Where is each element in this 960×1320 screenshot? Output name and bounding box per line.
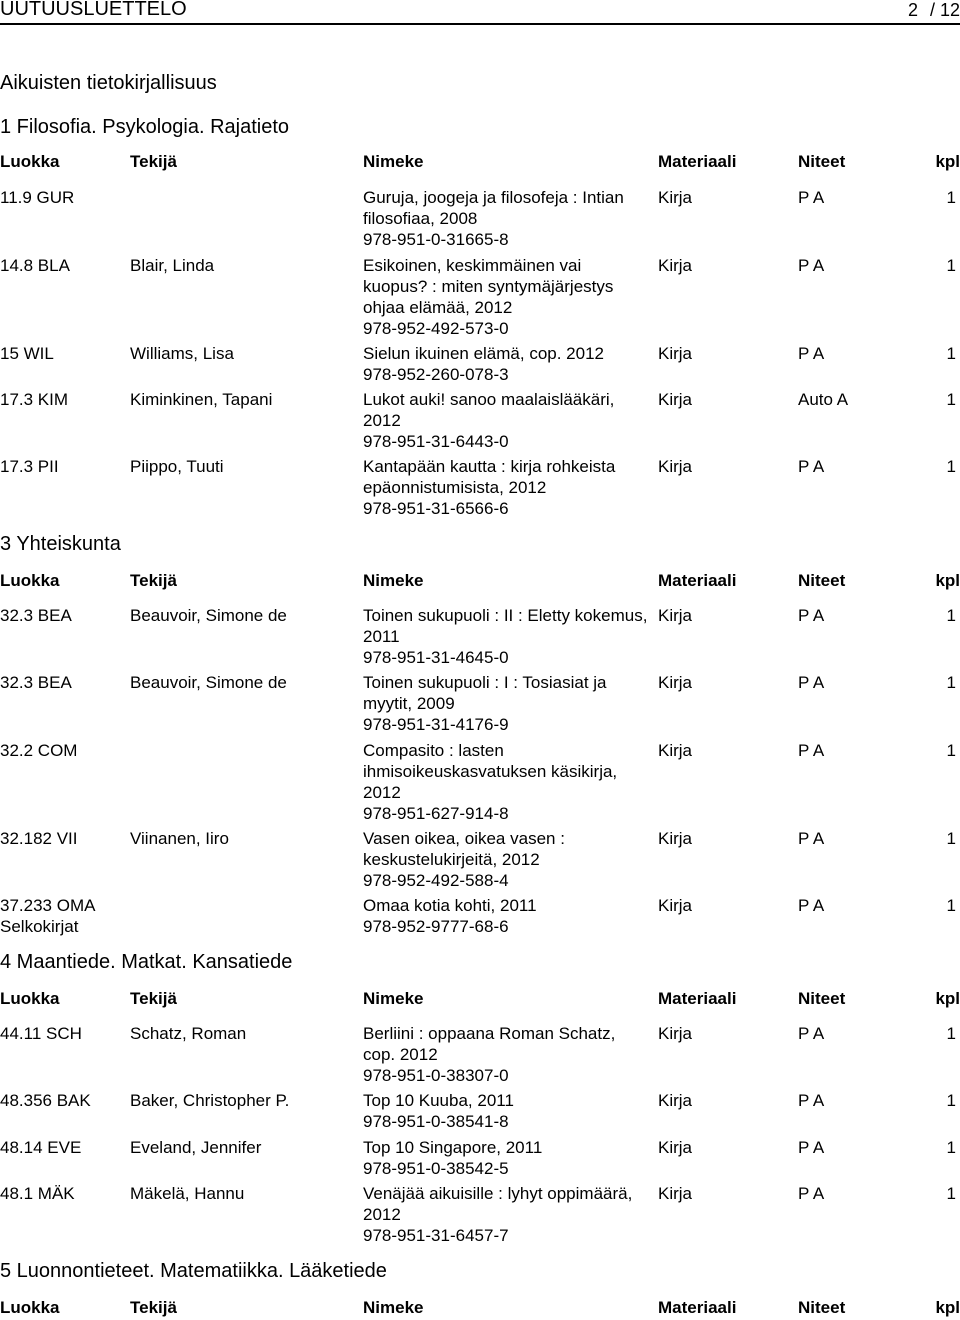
row-title: Lukot auki! sanoo maalaislääkäri, 2012 bbox=[363, 390, 615, 430]
row-isbn: 978-951-627-914-8 bbox=[363, 804, 509, 823]
row-tekija: Beauvoir, Simone de bbox=[130, 606, 287, 625]
row-nimeke bbox=[363, 1183, 648, 1246]
column-header-kpl: kpl bbox=[935, 571, 960, 590]
row-nimeke bbox=[363, 343, 648, 385]
column-header-kpl: kpl bbox=[935, 152, 960, 171]
section-heading: 5 Luonnontieteet. Matematiikka. Lääketiede bbox=[0, 1260, 387, 1282]
row-tekija: Eveland, Jennifer bbox=[130, 1138, 262, 1157]
row-nimeke bbox=[363, 456, 648, 519]
row-title: Kantapään kautta : kirja rohkeista epäonnistumisista, 2012 bbox=[363, 457, 616, 497]
column-header-materiaali: Materiaali bbox=[658, 989, 737, 1008]
row-tekija: Kiminkinen, Tapani bbox=[130, 390, 273, 409]
row-kpl: 1 bbox=[946, 188, 956, 207]
row-isbn: 978-952-492-588-4 bbox=[363, 871, 509, 890]
row-isbn: 978-951-31-6457-7 bbox=[363, 1226, 509, 1245]
row-nimeke bbox=[363, 187, 648, 250]
row-title: Guruja, joogeja ja filosofeja : Intian filosofiaa, 2008 bbox=[363, 188, 624, 228]
row-materiaali: Kirja bbox=[658, 344, 693, 363]
row-luokka: 17.3 KIM bbox=[0, 390, 69, 409]
row-niteet: P A bbox=[798, 1138, 825, 1157]
row-niteet: P A bbox=[798, 344, 825, 363]
column-header-tekija: Tekijä bbox=[130, 571, 177, 590]
row-kpl: 1 bbox=[946, 606, 956, 625]
row-title: Berliini : oppaana Roman Schatz, cop. 2012 bbox=[363, 1024, 616, 1064]
row-isbn: 978-951-31-4645-0 bbox=[363, 648, 509, 667]
row-materiaali: Kirja bbox=[658, 829, 693, 848]
row-materiaali: Kirja bbox=[658, 1184, 693, 1203]
column-header-luokka: Luokka bbox=[0, 989, 60, 1008]
row-kpl: 1 bbox=[946, 390, 956, 409]
document-title: UUTUUSLUETTELO bbox=[0, 0, 187, 20]
row-title: Compasito : lasten ihmisoikeuskasvatuksen käsikirja, 2012 bbox=[363, 741, 618, 802]
row-materiaali: Kirja bbox=[658, 741, 693, 760]
row-luokka: 15 WIL bbox=[0, 344, 54, 363]
column-header-nimeke: Nimeke bbox=[363, 571, 424, 590]
row-kpl: 1 bbox=[946, 1024, 956, 1043]
row-nimeke bbox=[363, 895, 648, 937]
column-header-nimeke: Nimeke bbox=[363, 989, 424, 1008]
row-isbn: 978-951-0-31665-8 bbox=[363, 230, 509, 249]
column-header-tekija: Tekijä bbox=[130, 1298, 177, 1317]
row-nimeke bbox=[363, 1090, 648, 1132]
row-niteet: P A bbox=[798, 256, 825, 275]
row-isbn: 978-951-31-6566-6 bbox=[363, 499, 509, 518]
column-header-niteet: Niteet bbox=[798, 152, 846, 171]
row-nimeke bbox=[363, 828, 648, 891]
row-niteet: P A bbox=[798, 1184, 825, 1203]
row-kpl: 1 bbox=[946, 741, 956, 760]
row-kpl: 1 bbox=[946, 1184, 956, 1203]
row-luokka: 32.3 BEA bbox=[0, 606, 72, 625]
row-isbn: 978-951-0-38541-8 bbox=[363, 1112, 509, 1131]
row-niteet: P A bbox=[798, 457, 825, 476]
column-header-nimeke: Nimeke bbox=[363, 1298, 424, 1317]
column-header-kpl: kpl bbox=[935, 989, 960, 1008]
column-header-niteet: Niteet bbox=[798, 571, 846, 590]
row-isbn: 978-951-31-4176-9 bbox=[363, 715, 509, 734]
row-title: Sielun ikuinen elämä, cop. 2012 bbox=[363, 344, 604, 363]
row-luokka: 32.2 COM bbox=[0, 741, 78, 760]
section-heading: 1 Filosofia. Psykologia. Rajatieto bbox=[0, 116, 290, 138]
row-luokka: 32.3 BEA bbox=[0, 673, 72, 692]
row-tekija: Beauvoir, Simone de bbox=[130, 673, 287, 692]
row-niteet: Auto A bbox=[798, 390, 849, 409]
row-nimeke bbox=[363, 740, 648, 824]
page-header bbox=[0, 0, 960, 22]
row-luokka: 44.11 SCH bbox=[0, 1024, 82, 1043]
row-materiaali: Kirja bbox=[658, 606, 693, 625]
row-materiaali: Kirja bbox=[658, 896, 693, 915]
column-header-kpl: kpl bbox=[935, 1298, 960, 1317]
column-header-niteet: Niteet bbox=[798, 1298, 846, 1317]
row-tekija: Blair, Linda bbox=[130, 256, 215, 275]
row-title: Esikoinen, keskimmäinen vai kuopus? : miten syntymäjärjestys ohjaa elämää, 2012 bbox=[363, 256, 614, 317]
row-kpl: 1 bbox=[946, 896, 956, 915]
row-nimeke bbox=[363, 1137, 648, 1179]
column-header-materiaali: Materiaali bbox=[658, 571, 737, 590]
row-materiaali: Kirja bbox=[658, 673, 693, 692]
row-luokka: 48.356 BAK bbox=[0, 1091, 91, 1110]
row-materiaali: Kirja bbox=[658, 1138, 693, 1157]
row-isbn: 978-952-492-573-0 bbox=[363, 319, 509, 338]
row-luokka: 11.9 GUR bbox=[0, 188, 75, 207]
column-header-luokka: Luokka bbox=[0, 571, 60, 590]
row-title: Vasen oikea, oikea vasen : keskustelukirjeitä, 2012 bbox=[363, 829, 565, 869]
header-rule bbox=[0, 23, 960, 25]
row-isbn: 978-951-0-38542-5 bbox=[363, 1159, 509, 1178]
row-nimeke bbox=[363, 389, 648, 452]
row-title: Top 10 Kuuba, 2011 bbox=[363, 1091, 514, 1110]
row-luokka: 17.3 PII bbox=[0, 457, 59, 476]
page-number: 2 bbox=[907, 0, 918, 20]
row-niteet: P A bbox=[798, 673, 825, 692]
row-materiaali: Kirja bbox=[658, 188, 693, 207]
column-header-tekija: Tekijä bbox=[130, 989, 177, 1008]
row-niteet: P A bbox=[798, 829, 825, 848]
row-niteet: P A bbox=[798, 741, 825, 760]
row-luokka: 48.14 EVE bbox=[0, 1138, 82, 1157]
row-nimeke bbox=[363, 605, 648, 668]
column-header-materiaali: Materiaali bbox=[658, 152, 737, 171]
row-tekija: Mäkelä, Hannu bbox=[130, 1184, 245, 1203]
row-kpl: 1 bbox=[946, 1091, 956, 1110]
row-tekija: Viinanen, Iiro bbox=[130, 829, 229, 848]
row-tekija: Schatz, Roman bbox=[130, 1024, 247, 1043]
row-materiaali: Kirja bbox=[658, 256, 693, 275]
row-tekija: Williams, Lisa bbox=[130, 344, 234, 363]
row-niteet: P A bbox=[798, 606, 825, 625]
row-title: Top 10 Singapore, 2011 bbox=[363, 1138, 543, 1157]
column-header-tekija: Tekijä bbox=[130, 152, 177, 171]
row-kpl: 1 bbox=[946, 829, 956, 848]
row-isbn: 978-951-0-38307-0 bbox=[363, 1066, 509, 1085]
row-isbn: 978-951-31-6443-0 bbox=[363, 432, 509, 451]
row-luokka: 32.182 VII bbox=[0, 829, 78, 848]
column-header-nimeke: Nimeke bbox=[363, 152, 424, 171]
row-niteet: P A bbox=[798, 896, 825, 915]
column-header-luokka: Luokka bbox=[0, 152, 60, 171]
row-materiaali: Kirja bbox=[658, 1091, 693, 1110]
row-isbn: 978-952-9777-68-6 bbox=[363, 917, 509, 936]
row-materiaali: Kirja bbox=[658, 457, 693, 476]
row-materiaali: Kirja bbox=[658, 1024, 693, 1043]
column-header-materiaali: Materiaali bbox=[658, 1298, 737, 1317]
column-header-luokka: Luokka bbox=[0, 1298, 60, 1317]
row-kpl: 1 bbox=[946, 457, 956, 476]
row-luokka: 48.1 MÄK bbox=[0, 1184, 75, 1203]
row-tekija: Piippo, Tuuti bbox=[130, 457, 224, 476]
row-nimeke bbox=[363, 255, 648, 339]
row-tekija: Baker, Christopher P. bbox=[130, 1091, 290, 1110]
row-title: Venäjää aikuisille : lyhyt oppimäärä, 2012 bbox=[363, 1184, 633, 1224]
category-heading: Aikuisten tietokirjallisuus bbox=[0, 72, 217, 94]
row-niteet: P A bbox=[798, 188, 825, 207]
row-kpl: 1 bbox=[946, 1138, 956, 1157]
row-niteet: P A bbox=[798, 1091, 825, 1110]
row-kpl: 1 bbox=[946, 256, 956, 275]
row-title: Toinen sukupuoli : I : Tosiasiat ja myytit, 2009 bbox=[363, 673, 607, 713]
row-title: Omaa kotia kohti, 2011 bbox=[363, 896, 537, 915]
row-niteet: P A bbox=[798, 1024, 825, 1043]
row-materiaali: Kirja bbox=[658, 390, 693, 409]
row-luokka: 14.8 BLA bbox=[0, 256, 70, 275]
row-luokka: 37.233 OMA Selkokirjat bbox=[0, 896, 95, 936]
row-kpl: 1 bbox=[946, 344, 956, 363]
row-nimeke bbox=[363, 1023, 648, 1086]
section-heading: 4 Maantiede. Matkat. Kansatiede bbox=[0, 951, 293, 973]
row-isbn: 978-952-260-078-3 bbox=[363, 365, 509, 384]
row-kpl: 1 bbox=[946, 673, 956, 692]
section-heading: 3 Yhteiskunta bbox=[0, 533, 121, 555]
column-header-niteet: Niteet bbox=[798, 989, 846, 1008]
page-total: / 12 bbox=[929, 0, 960, 20]
row-title: Toinen sukupuoli : II : Eletty kokemus, 2011 bbox=[363, 606, 648, 646]
row-nimeke bbox=[363, 672, 648, 735]
